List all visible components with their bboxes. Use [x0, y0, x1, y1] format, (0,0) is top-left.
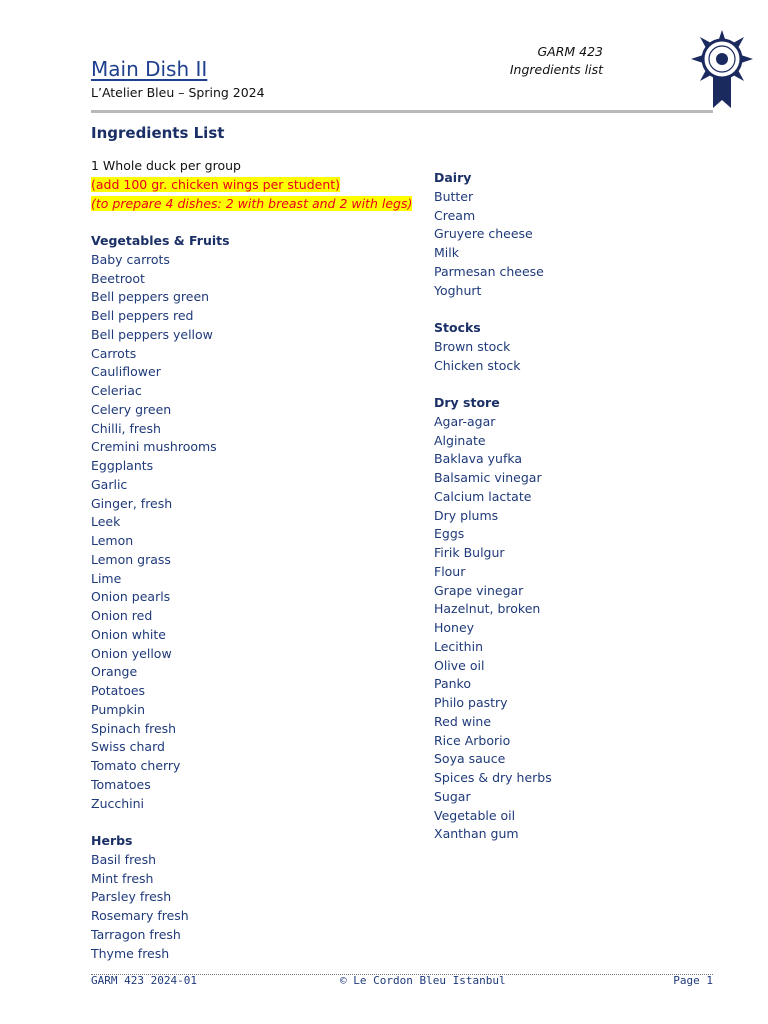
dairy-list: [434, 188, 694, 301]
ingredient-item: Chicken stock: [434, 357, 521, 373]
ingredient-item: Carrots: [91, 345, 137, 361]
ingredient-item: Gruyere cheese: [434, 226, 533, 242]
ingredient-item: Thyme fresh: [91, 945, 170, 961]
category-vegetables-title: Vegetables & Fruits: [91, 233, 230, 248]
ingredient-item: Butter: [434, 188, 474, 204]
footer-doc-id: GARM 423 2024-01: [91, 974, 197, 987]
ingredient-item: Parsley fresh: [91, 889, 172, 905]
stocks-list: [434, 338, 694, 376]
ingredient-item: Tarragon fresh: [91, 926, 181, 942]
herbs-list: [91, 851, 411, 964]
page-subtitle: L’Atelier Bleu – Spring 2024: [91, 85, 265, 100]
ingredient-item: Vegetable oil: [434, 807, 516, 823]
section-title: Ingredients List: [91, 124, 225, 142]
ingredient-item: Lemon grass: [91, 551, 171, 567]
ingredient-item: Bell peppers yellow: [91, 326, 213, 342]
ingredient-item: Red wine: [434, 713, 492, 729]
note-chicken-wings: (add 100 gr. chicken wings per student): [91, 176, 341, 192]
doc-type: Ingredients list: [509, 62, 603, 77]
ingredient-item: Lemon: [91, 533, 134, 548]
ingredient-item: Milk: [434, 245, 459, 260]
ingredient-item: Pumpkin: [91, 701, 145, 717]
page-title: Main Dish II: [91, 57, 208, 81]
course-code-block: [510, 43, 603, 79]
ingredient-item: Onion yellow: [91, 645, 172, 661]
ingredient-item: Brown stock: [434, 338, 511, 354]
ingredient-item: Calcium lactate: [434, 488, 532, 504]
ingredient-item: Leek: [91, 514, 121, 530]
ingredient-item: Onion pearls: [91, 589, 171, 605]
ingredient-item: Orange: [91, 664, 138, 680]
ingredient-item: Spices & dry herbs: [434, 770, 552, 785]
ingredient-item: Soya sauce: [434, 751, 506, 767]
ingredient-item: Rice Arborio: [434, 732, 511, 748]
ingredient-item: Dry plums: [434, 507, 499, 523]
ingredient-item: Balsamic vinegar: [434, 470, 542, 485]
course-code: GARM 423: [537, 44, 603, 59]
note-dishes: (to prepare 4 dishes: 2 with breast and 2 with legs): [91, 195, 413, 211]
ingredient-item: Alginate: [434, 432, 486, 448]
category-stocks-title: Stocks: [434, 320, 481, 335]
ingredient-item: Honey: [434, 620, 475, 635]
ingredient-item: Beetroot: [91, 270, 145, 286]
footer-copyright: © Le Cordon Bleu Istanbul: [340, 974, 506, 987]
ingredient-item: Swiss chard: [91, 739, 165, 755]
ingredient-item: Onion red: [91, 608, 153, 623]
ingredient-item: Firik Bulgur: [434, 545, 505, 560]
ingredient-item: Mint fresh: [91, 870, 154, 886]
ingredient-item: Rosemary fresh: [91, 908, 189, 923]
ingredient-item: Flour: [434, 563, 466, 579]
ingredient-item: Bell peppers red: [91, 308, 194, 323]
ingredient-item: Panko: [434, 676, 471, 692]
ingredient-item: Eggs: [434, 526, 465, 542]
left-column: [91, 157, 411, 963]
vegetables-list: [91, 251, 411, 814]
ingredient-item: Tomatoes: [91, 776, 151, 792]
header-divider: [91, 110, 713, 113]
ingredient-item: Eggplants: [91, 458, 154, 473]
ingredient-item: Baby carrots: [91, 251, 170, 267]
ingredient-item: Sugar: [434, 788, 471, 804]
ingredient-item: Baklava yufka: [434, 451, 523, 467]
footer-page-number: Page 1: [673, 974, 713, 987]
ingredient-item: Cauliflower: [91, 364, 161, 380]
note-duck: 1 Whole duck per group: [91, 158, 241, 173]
ingredient-item: Ginger, fresh: [91, 495, 173, 511]
ingredient-item: Celery green: [91, 401, 172, 417]
category-dairy-title: Dairy: [434, 170, 472, 185]
dry-store-list: [434, 413, 694, 844]
ingredient-item: Parmesan cheese: [434, 263, 544, 279]
ingredient-item: Xanthan gum: [434, 826, 519, 842]
ingredient-item: Tomato cherry: [91, 758, 181, 773]
ingredient-item: Chilli, fresh: [91, 420, 161, 436]
ingredient-item: Onion white: [91, 626, 166, 642]
ingredient-item: Celeriac: [91, 383, 142, 398]
ingredient-item: Garlic: [91, 476, 128, 492]
ingredient-item: Potatoes: [91, 683, 146, 698]
category-herbs-title: Herbs: [91, 833, 133, 848]
ingredient-item: Hazelnut, broken: [434, 601, 541, 617]
ingredient-item: Grape vinegar: [434, 582, 524, 598]
cordon-bleu-logo-icon: [691, 28, 753, 110]
ingredient-item: Zucchini: [91, 795, 145, 811]
ingredient-item: Spinach fresh: [91, 720, 177, 736]
ingredient-item: Cremini mushrooms: [91, 439, 217, 455]
ingredient-item: Basil fresh: [91, 851, 157, 867]
ingredient-item: Olive oil: [434, 657, 485, 673]
right-column: [434, 169, 694, 844]
ingredient-item: Agar-agar: [434, 413, 496, 429]
category-dry-store-title: Dry store: [434, 395, 500, 410]
ingredient-item: Cream: [434, 207, 476, 223]
ingredient-item: Yoghurt: [434, 282, 482, 298]
ingredient-item: Lime: [91, 570, 122, 586]
ingredient-item: Philo pastry: [434, 695, 508, 710]
ingredient-item: Bell peppers green: [91, 289, 210, 305]
ingredient-item: Lecithin: [434, 638, 483, 654]
